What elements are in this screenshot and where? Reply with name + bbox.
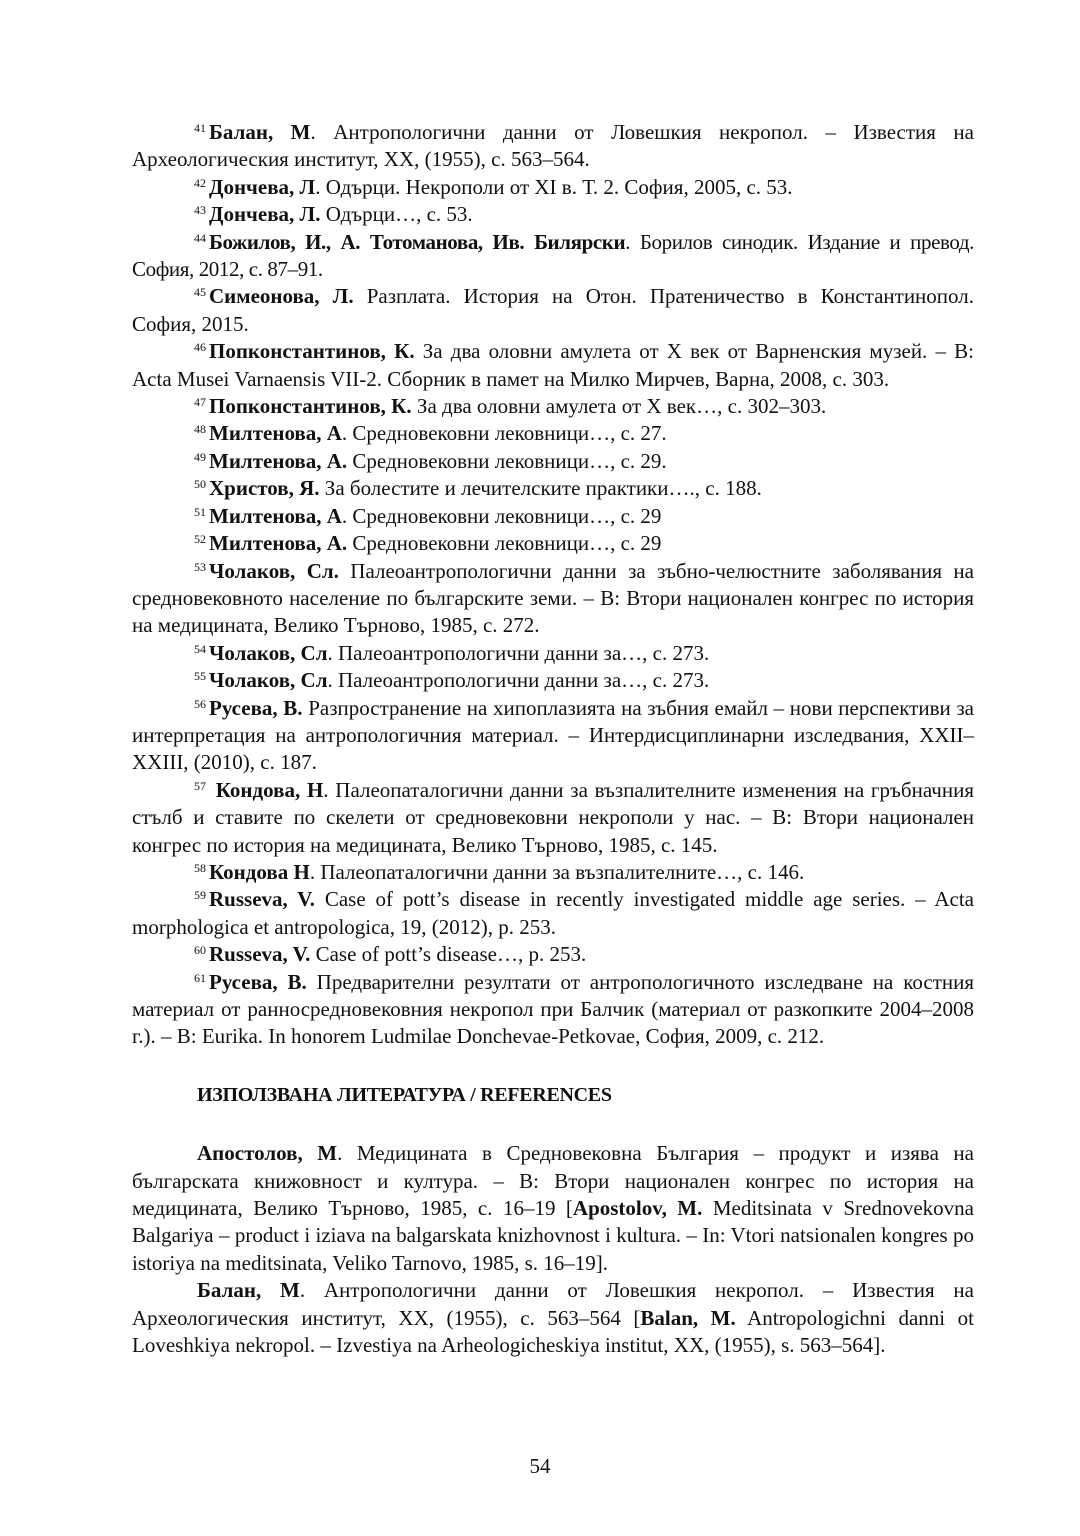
- reference-translit-author: Apostolov, M.: [572, 1196, 703, 1221]
- reference-text: . Антропологични данни от Ловешкия некропол. – Известия на Археологическия институт, XX, (1955), с. 563–564 [: [132, 1278, 974, 1330]
- reference-author: Балан, М: [197, 1278, 300, 1303]
- footnote-author: Милтенова, А.: [209, 448, 348, 473]
- footnote: [132, 640, 974, 667]
- footnote-number: 53: [194, 559, 206, 574]
- footnote-number: 45: [194, 285, 206, 300]
- footnote: [132, 558, 974, 640]
- footnote: [132, 969, 974, 1051]
- footnote-number: 43: [194, 203, 206, 218]
- footnote-text: . Средновековни лековници…, с. 29: [341, 503, 662, 528]
- footnote-number: 41: [194, 121, 206, 135]
- footnote-number: 52: [194, 532, 206, 547]
- footnote-author: Русева, В.: [209, 695, 303, 720]
- footnote-author: Дончева, Л.: [209, 202, 321, 227]
- footnote-text: . Антропологични данни от Ловешкия некропол. – Известия на Археологическия институт, XX, (1955), с. 563–564.: [132, 120, 974, 172]
- footnote: [132, 283, 974, 338]
- footnote: [132, 174, 974, 201]
- footnote-number: 50: [194, 477, 206, 492]
- footnote-text: Case of pott’s disease…, p. 253.: [310, 942, 587, 967]
- footnote: [132, 503, 974, 530]
- footnote-author: Чолаков, Сл.: [209, 558, 339, 583]
- footnote: [132, 229, 974, 284]
- reference-text: . Медицината в Средновековна България – продукт и изява на българската книжовност и култура. – В: Втори национален конгрес по история на медицината, Велико Търново, 1985, с. 16–19 [: [132, 1141, 974, 1221]
- footnote-text: За болестите и лечителските практики…., с. 188.: [319, 476, 762, 501]
- footnote-number: 51: [194, 504, 206, 519]
- footnote: [132, 530, 974, 557]
- references-heading: ИЗПОЛЗВАНА ЛИТЕРАТУРА / REFERENCES: [197, 1083, 612, 1106]
- footnote: [132, 777, 974, 859]
- footnote: [132, 475, 974, 502]
- footnote-author: Кондова, Н: [209, 777, 324, 802]
- footnote-author: Дончева, Л: [209, 174, 316, 199]
- footnote: [132, 420, 974, 447]
- footnote-number: 47: [194, 395, 206, 410]
- footnotes: [132, 119, 974, 1051]
- footnote-author: Russeva, V.: [209, 942, 311, 967]
- footnote: [132, 859, 974, 886]
- reference-translit-text: Antropologichni danni ot Loveshkiya nekropol. – Izvestiya na Arheologicheskiya institut, XX, (1955), s. 563–564].: [132, 1305, 974, 1358]
- footnote-text: . Борилов синодик. Издание и превод. София, 2012, с. 87–91.: [132, 229, 974, 282]
- footnote: [132, 119, 974, 174]
- footnote-number: 56: [194, 696, 206, 711]
- footnote-author: Милтенова, А.: [209, 531, 348, 556]
- footnote-text: . Одърци. Некрополи от XI в. Т. 2. София, 2005, с. 53.: [315, 174, 793, 199]
- reference-entry: [132, 1140, 974, 1277]
- footnote-text: Предварителни резултати от антропологичното изследване на костния материал от ранносредновековния некропол при Балчик (материал от разкопките 2004–2008 г.). – В: Eurika. In honorem Ludmilae Donchevae-Petkovae, София, 2009, с. 212.: [132, 969, 975, 1049]
- footnote-text: . Палеопаталогични данни за възпалителните изменения на гръбначния стълб и ставите по скелети от средновековни некрополи у нас. – В: Втори национален конгрес по история на медицината, Велико Търново, 1985, с. 145.: [132, 777, 975, 857]
- footnote-text: . Средновековни лековници…, с. 27.: [341, 421, 667, 446]
- footnote-author: Русева, В.: [209, 969, 307, 994]
- footnote-author: Христов, Я.: [209, 476, 320, 501]
- footnote-number: 55: [194, 669, 206, 684]
- footnote: [132, 338, 974, 393]
- footnote-text: Case of pott’s disease in recently investigated middle age series. – Acta morphologica et antropologica, 19, (2012), p. 253.: [132, 887, 975, 939]
- footnote-text: . Палеоантропологични данни за…, с. 273.: [327, 640, 710, 665]
- footnote: [132, 695, 974, 777]
- footnote-author: Попконстантинов, К.: [209, 339, 415, 364]
- reference-entry: [132, 1277, 974, 1359]
- footnote-author: Милтенова, А: [209, 503, 342, 528]
- page-body: [132, 119, 974, 1359]
- page-number: 54: [529, 1454, 551, 1478]
- footnote-text: Средновековни лековници…, с. 29: [347, 531, 662, 556]
- footnote-author: Балан, М: [209, 120, 311, 144]
- footnote-number: 42: [194, 175, 206, 190]
- footnote: [132, 393, 974, 420]
- references-list: [132, 1140, 974, 1359]
- footnote-number: 60: [194, 943, 206, 958]
- reference-author: Апостолов, М: [197, 1141, 338, 1166]
- footnote-text: Разпространение на хипоплазията на зъбния емайл – нови перспективи за интерпретация на антропологичния материал. – Интердисциплинарни изследвания, XXII–XXIII, (2010), с. 187.: [132, 695, 974, 775]
- footnote-text: За два оловни амулета от X век от Варненския музей. – В: Acta Musei Varnaensis VII-2. Сборник в памет на Милко Мирчев, Варна, 2008, с. 303.: [132, 339, 974, 391]
- footnote-text: Палеоантропологични данни за зъбно-челюстните заболявания на средновековното население по българските земи. – В: Втори национален конгрес по история на медицината, Велико Търново, 1985, с. 272.: [132, 558, 974, 638]
- footnote-author: Чолаков, Сл: [209, 640, 328, 665]
- reference-translit-author: Balan, M.: [640, 1305, 736, 1330]
- footnote-author: Милтенова, А: [209, 421, 342, 446]
- footnote-author: Кондова Н: [209, 859, 310, 884]
- footnote-number: 57: [194, 778, 206, 793]
- footnote-author: Чолаков, Сл: [209, 668, 328, 693]
- footnote-number: 58: [194, 860, 206, 875]
- footnote-number: 49: [194, 449, 206, 464]
- footnote-number: 48: [194, 422, 206, 437]
- footnote-text: Одърци…, с. 53.: [320, 202, 473, 227]
- footnote-text: За два оловни амулета от X век…, с. 302–303.: [411, 394, 827, 419]
- footnote-author: Божилов, И., А. Тотоманова, Ив. Билярски: [209, 229, 626, 254]
- footnote-text: . Палеоантропологични данни за…, с. 273.: [327, 668, 710, 693]
- footnote-number: 54: [194, 641, 206, 656]
- footnote: [132, 667, 974, 694]
- footnote: [132, 886, 974, 941]
- footnote-number: 59: [194, 888, 206, 903]
- footnote: [132, 941, 974, 968]
- footnote-number: 61: [194, 970, 206, 985]
- footnote-text: . Палеопаталогични данни за възпалителните…, с. 146.: [309, 859, 805, 884]
- footnote-text: Средновековни лековници…, с. 29.: [347, 448, 667, 473]
- footnote-author: Russeva, V.: [209, 887, 315, 912]
- footnote-author: Симеонова, Л.: [209, 284, 354, 309]
- footnote-text: Разплата. История на Отон. Пратеничество в Константинопол. София, 2015.: [132, 284, 974, 336]
- reference-translit-text: Meditsinata v Srednovekovna Balgariya – product i iziava na balgarskata knizhovnost i kultura. – In: Vtori natsionalen kongres po istoriya na meditsinata, Veliko Tarnovo, 1985, s. 16–19].: [132, 1196, 975, 1275]
- footnote-author: Попконстантинов, К.: [209, 394, 412, 419]
- footnote-number: 46: [194, 340, 206, 355]
- footnote: [132, 448, 974, 475]
- footnote-number: 44: [194, 230, 206, 245]
- footnote: [132, 201, 974, 228]
